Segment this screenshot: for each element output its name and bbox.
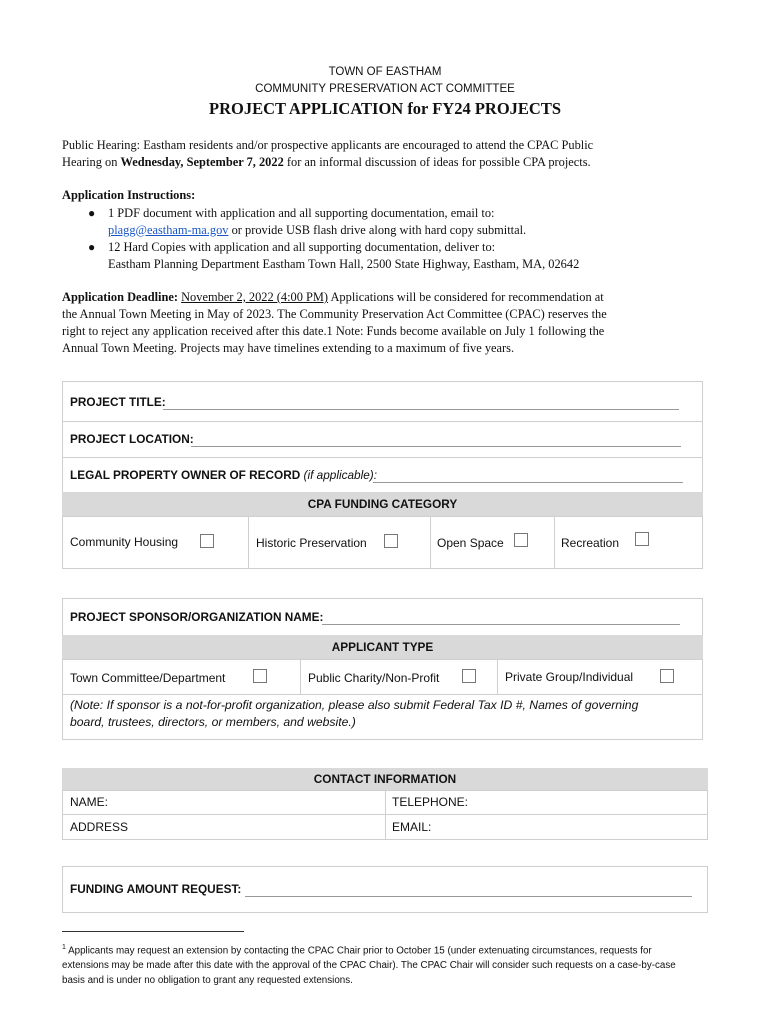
owner-label-text: LEGAL PROPERTY OWNER OF RECORD bbox=[70, 468, 301, 482]
deadline-line-4: Annual Town Meeting. Projects may have timelines extending to a maximum of five years. bbox=[62, 341, 515, 355]
deadline-label: Application Deadline: bbox=[62, 290, 178, 304]
funding-field[interactable] bbox=[245, 886, 692, 897]
owner-label-suffix: (if applicable): bbox=[300, 468, 377, 482]
contact-address-label: ADDRESS bbox=[70, 820, 129, 834]
hearing-date: Wednesday, September 7, 2022 bbox=[120, 155, 284, 169]
hearing-line-2-post: for an informal discussion of ideas for possible CPA projects. bbox=[283, 155, 591, 169]
bullet-1-line-2-post: or provide USB flash drive along with hard copy submittal. bbox=[228, 222, 527, 237]
category-historic-preservation-checkbox[interactable] bbox=[384, 534, 398, 548]
contact-name-label: NAME: bbox=[70, 795, 109, 809]
deadline-line-2: the Annual Town Meeting in May of 2023. The Community Preservation Act Committee (CPAC) reserves the bbox=[62, 307, 607, 321]
funding-label: FUNDING AMOUNT REQUEST: bbox=[70, 882, 242, 896]
bullet-1-line-1: 1 PDF document with application and all supporting documentation, email to: bbox=[108, 206, 495, 220]
deadline-line-1 bbox=[62, 289, 707, 306]
hearing-line-1: Public Hearing: Eastham residents and/or prospective applicants are encouraged to attend the CPAC Public bbox=[62, 138, 594, 152]
footnote-line-1 bbox=[62, 940, 707, 958]
type-private-group-checkbox[interactable] bbox=[660, 669, 674, 683]
page-title: PROJECT APPLICATION for FY24 PROJECTS bbox=[208, 99, 562, 118]
project-title-label-text: PROJECT TITLE: bbox=[70, 395, 166, 409]
project-title-label bbox=[70, 395, 166, 409]
owner-field[interactable] bbox=[373, 472, 683, 483]
deadline-line-1-post: Applications will be considered for recommendation at bbox=[328, 290, 604, 304]
type-town-committee-checkbox[interactable] bbox=[253, 669, 267, 683]
divider bbox=[62, 659, 703, 660]
deadline-line-3: right to reject any application received after this date.1 Note: Funds become available on July 1 following the bbox=[62, 324, 605, 338]
category-open-space-checkbox[interactable] bbox=[514, 533, 528, 547]
instructions-heading: Application Instructions: bbox=[62, 188, 196, 202]
contact-telephone-label: TELEPHONE: bbox=[392, 795, 469, 809]
bullet-1: ● bbox=[88, 206, 96, 220]
project-title-field[interactable] bbox=[163, 399, 679, 410]
category-community-housing-checkbox[interactable] bbox=[200, 534, 214, 548]
category-open-space-label: Open Space bbox=[437, 536, 504, 550]
sponsor-field[interactable] bbox=[322, 614, 680, 625]
sponsor-note-line-1: (Note: If sponsor is a not-for-profit organization, please also submit Federal Tax ID #, Names of governing bbox=[70, 698, 639, 712]
footnote-line-3: basis and is under no obligation to grant any requested extensions. bbox=[62, 975, 353, 987]
project-location-field[interactable] bbox=[191, 436, 681, 447]
type-private-group-label: Private Group/Individual bbox=[505, 670, 634, 684]
divider bbox=[554, 516, 555, 569]
town-name: TOWN OF EASTHAM bbox=[328, 66, 442, 78]
email-link[interactable]: plagg@eastham-ma.gov bbox=[108, 222, 229, 237]
category-community-housing-label: Community Housing bbox=[70, 535, 179, 549]
hearing-line-2-pre: Hearing on bbox=[62, 155, 121, 169]
owner-label bbox=[70, 468, 377, 482]
contact-email-label: EMAIL: bbox=[392, 820, 432, 834]
hearing-line-2 bbox=[62, 154, 707, 171]
deadline-date: November 2, 2022 (4:00 PM) bbox=[181, 290, 329, 304]
footnote-marker: 1 bbox=[62, 944, 66, 951]
hearing-paragraph bbox=[62, 137, 707, 171]
divider bbox=[497, 659, 498, 694]
bullet-2-line-1: 12 Hard Copies with application and all supporting documentation, deliver to: bbox=[108, 240, 496, 254]
type-town-committee-label: Town Committee/Department bbox=[70, 671, 226, 685]
divider bbox=[62, 694, 703, 695]
sponsor-note bbox=[70, 697, 700, 731]
applicant-type-heading: APPLICANT TYPE bbox=[62, 635, 703, 659]
footnote-separator bbox=[62, 931, 244, 932]
category-historic-preservation-label: Historic Preservation bbox=[256, 536, 367, 550]
footnote-line-2: extensions may be made after this date with the approval of the CPAC Chair). The CPAC Chair will consider such requests on a case-by-case bbox=[62, 960, 676, 972]
divider bbox=[430, 516, 431, 569]
divider bbox=[62, 421, 703, 422]
deadline-paragraph bbox=[62, 289, 707, 357]
divider bbox=[62, 516, 703, 517]
category-heading: CPA FUNDING CATEGORY bbox=[62, 492, 703, 516]
sponsor-label: PROJECT SPONSOR/ORGANIZATION NAME: bbox=[70, 610, 324, 624]
category-recreation-checkbox[interactable] bbox=[635, 532, 649, 546]
project-location-label: PROJECT LOCATION: bbox=[70, 432, 194, 446]
category-recreation-label: Recreation bbox=[561, 536, 620, 550]
bullet-1-text bbox=[108, 205, 526, 238]
type-public-charity-label: Public Charity/Non-Profit bbox=[308, 671, 440, 685]
bullet-2-text bbox=[108, 239, 579, 272]
bullet-1-line-2 bbox=[108, 222, 526, 239]
contact-heading: CONTACT INFORMATION bbox=[62, 768, 708, 790]
bullet-2: ● bbox=[88, 240, 96, 254]
divider bbox=[300, 659, 301, 694]
type-public-charity-checkbox[interactable] bbox=[462, 669, 476, 683]
divider bbox=[248, 516, 249, 569]
footnote-line-1-text: Applicants may request an extension by contacting the CPAC Chair prior to October 15 (under extenuating circumstances, requests for bbox=[65, 945, 652, 957]
footnote bbox=[62, 940, 707, 988]
bullet-2-line-2: Eastham Planning Department Eastham Town Hall, 2500 State Highway, Eastham, MA, 02642 bbox=[108, 256, 580, 271]
divider bbox=[385, 790, 386, 840]
committee-name: COMMUNITY PRESERVATION ACT COMMITTEE bbox=[255, 83, 515, 95]
sponsor-note-line-2: board, trustees, directors, or members, and website.) bbox=[70, 715, 356, 729]
divider bbox=[62, 457, 703, 458]
